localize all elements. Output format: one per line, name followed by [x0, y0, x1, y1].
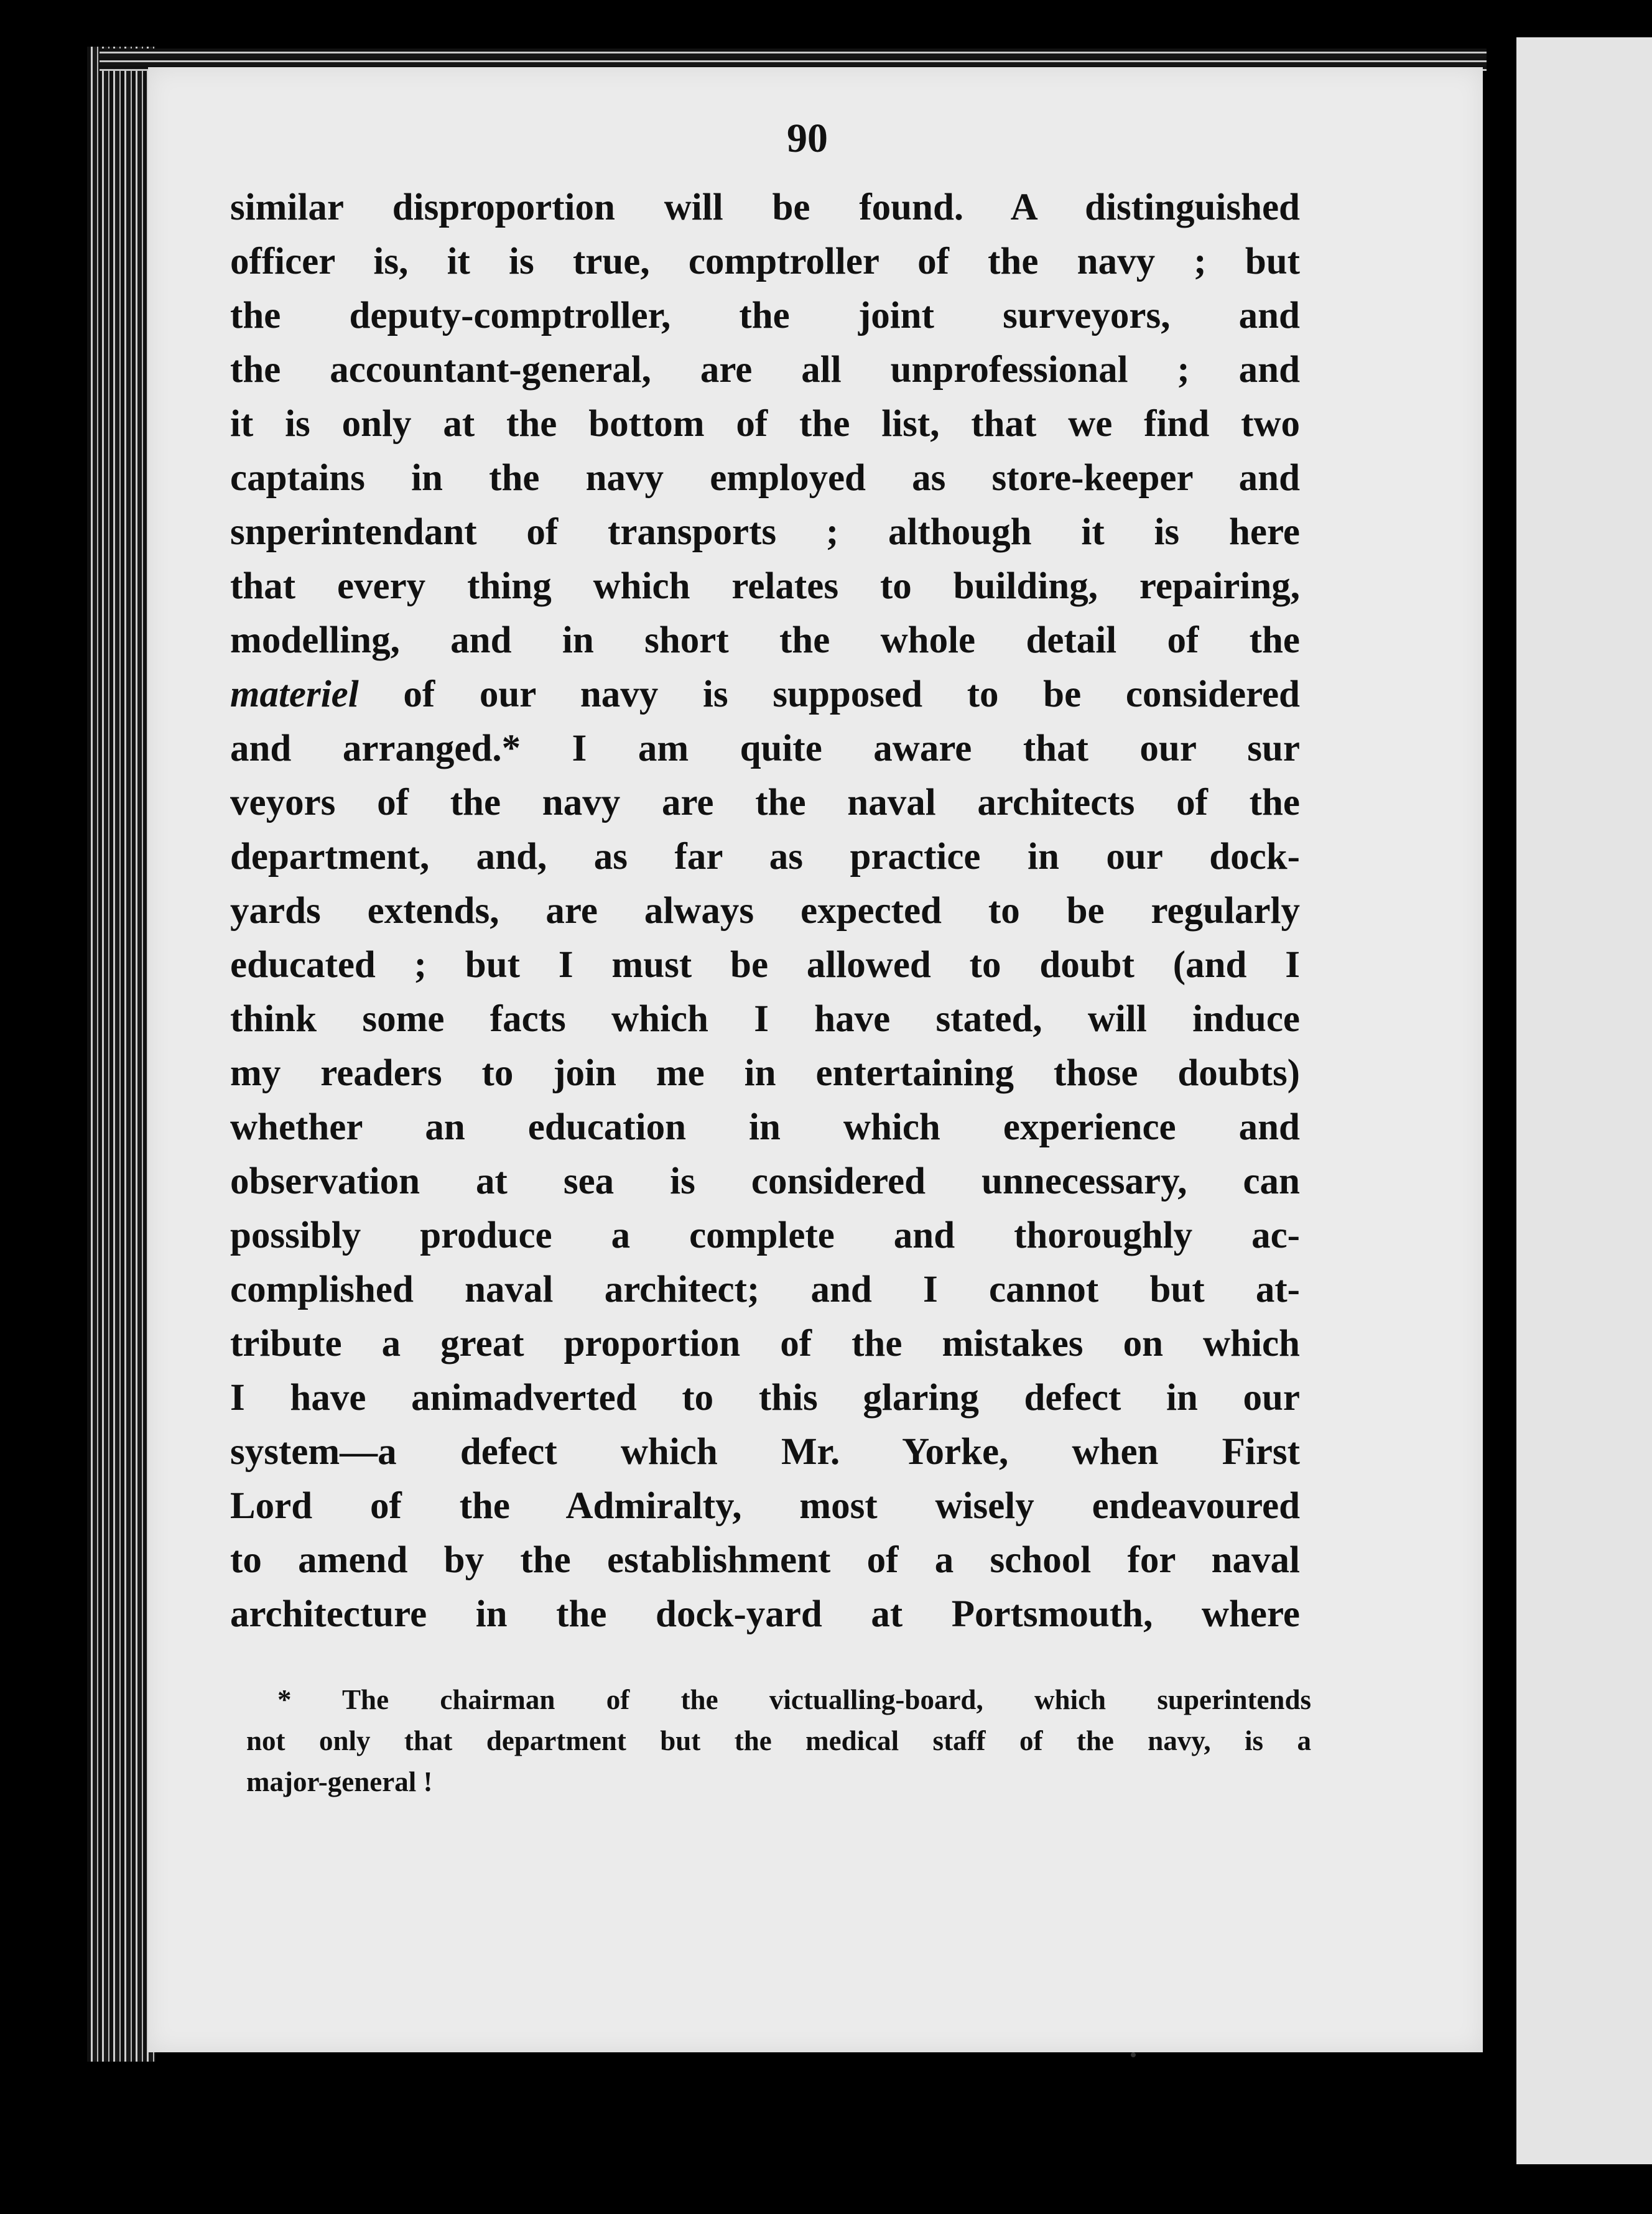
- body-line: officer is, it is true, comptroller of the navy ; but: [230, 241, 1300, 282]
- body-line: the deputy-comptroller, the joint surveyors, and: [230, 295, 1300, 336]
- body-line: modelling, and in short the whole detail of the: [230, 619, 1300, 661]
- body-line: snperintendant of transports ; although it is here: [230, 511, 1300, 553]
- body-line: to amend by the establishment of a school for naval: [230, 1539, 1300, 1581]
- body-line: system—a defect which Mr. Yorke, when First: [230, 1431, 1300, 1473]
- footnote-line: not only that department but the medical staff of the navy, is a: [246, 1725, 1311, 1756]
- body-line: department, and, as far as practice in our dock-: [230, 836, 1300, 878]
- footnote-line: major-general !: [246, 1766, 433, 1797]
- body-line: and arranged.* I am quite aware that our sur: [230, 728, 1300, 769]
- body-line: think some facts which I have stated, will induce: [230, 998, 1300, 1040]
- body-line: architecture in the dock-yard at Portsmouth, where: [230, 1593, 1300, 1635]
- page-number: 90: [787, 116, 828, 161]
- body-text: [230, 180, 1300, 1641]
- body-line: educated ; but I must be allowed to doubt (and I: [230, 944, 1300, 986]
- body-line: whether an education in which experience and: [230, 1106, 1300, 1148]
- body-line: observation at sea is considered unnecessary, can: [230, 1160, 1300, 1202]
- body-line: yards extends, are always expected to be regularly: [230, 890, 1300, 932]
- italic-word: materiel: [230, 674, 359, 715]
- body-line: the accountant-general, are all unprofessional ; and: [230, 349, 1300, 391]
- body-line: it is only at the bottom of the list, that we find two: [230, 403, 1300, 445]
- book-page-edges: [87, 47, 155, 2062]
- body-line: possibly produce a complete and thoroughly ac-: [230, 1215, 1300, 1256]
- body-line: Lord of the Admiralty, most wisely endeavoured: [230, 1485, 1300, 1527]
- facing-page: [1516, 37, 1652, 2164]
- body-line: complished naval architect; and I cannot but at-: [230, 1269, 1300, 1310]
- footnote: [246, 1679, 1311, 1802]
- body-line: that every thing which relates to building, repairing,: [230, 565, 1300, 607]
- body-line: tribute a great proportion of the mistakes on which: [230, 1323, 1300, 1364]
- body-line: captains in the navy employed as store-keeper and: [230, 457, 1300, 499]
- body-line: I have animadverted to this glaring defect in our: [230, 1377, 1300, 1419]
- footnote-line: * The chairman of the victualling-board, which superintends: [277, 1684, 1311, 1715]
- ink-speck: [1131, 2052, 1136, 2057]
- body-line: my readers to join me in entertaining those doubts): [230, 1052, 1300, 1094]
- body-line: materiel of our navy is supposed to be considered: [230, 674, 1300, 715]
- body-line: similar disproportion will be found. A distinguished: [230, 187, 1300, 228]
- body-line: veyors of the navy are the naval architects of the: [230, 782, 1300, 823]
